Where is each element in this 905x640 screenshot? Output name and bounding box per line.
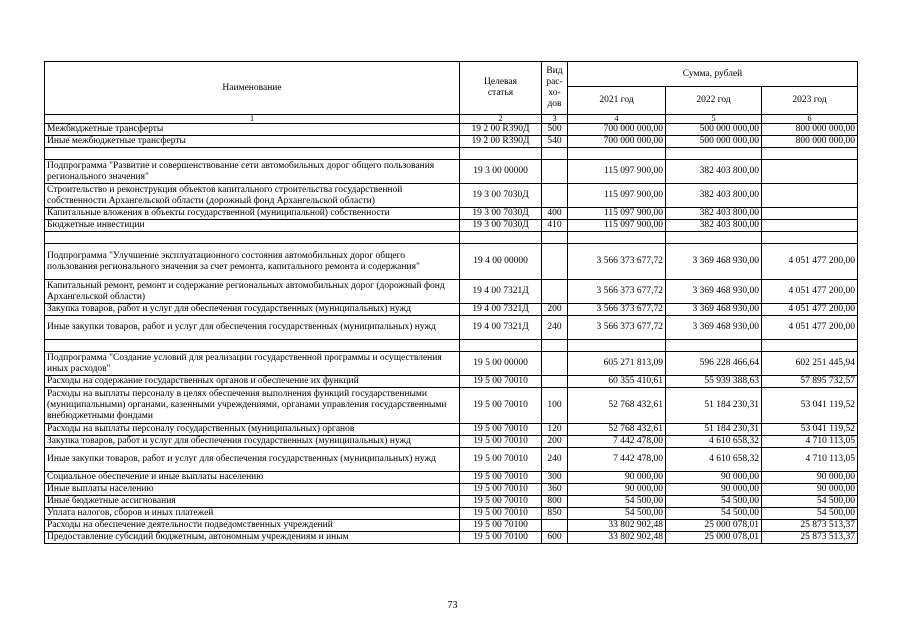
cell-expense-type (542, 520, 568, 532)
cell-sum-2023: 800 000 000,00 (762, 136, 858, 148)
header-type-line: хо- (548, 88, 561, 98)
table-row (45, 508, 858, 520)
spacer-row (45, 232, 858, 244)
cell-target-article: 19 3 00 7030Д (460, 208, 542, 220)
cell-expense-type: 360 (542, 484, 568, 496)
cell-name: Иные закупки товаров, работ и услуг для обеспечения государственных (муниципальных) нужд (45, 448, 460, 472)
cell-target-article: 19 2 00 R390Д (460, 124, 542, 136)
spacer-cell (45, 148, 460, 160)
cell-sum-2023: 57 895 732,57 (762, 376, 858, 388)
table-row (45, 304, 858, 316)
cell-sum-2023: 4 051 477 200,00 (762, 244, 858, 280)
cell-sum-2023 (762, 160, 858, 184)
cell-name: Закупка товаров, работ и услуг для обеспечения государственных (муниципальных) нужд (45, 436, 460, 448)
cell-expense-type: 850 (542, 508, 568, 520)
cell-sum-2023 (762, 208, 858, 220)
table-row (45, 388, 858, 424)
cell-target-article: 19 4 00 00000 (460, 244, 542, 280)
cell-sum-2021: 33 802 902,48 (568, 520, 666, 532)
cell-sum-2022: 596 228 466,64 (666, 352, 762, 376)
header-year-2022: 2022 год (666, 87, 762, 115)
spacer-row (45, 148, 858, 160)
cell-name: Бюджетные инвестиции (45, 220, 460, 232)
column-index-row (45, 115, 858, 124)
cell-target-article: 19 5 00 70010 (460, 484, 542, 496)
table-row (45, 136, 858, 148)
cell-sum-2023: 4 051 477 200,00 (762, 280, 858, 304)
cell-target-article: 19 5 00 70100 (460, 532, 542, 544)
cell-name: Межбюджетные трансферты (45, 124, 460, 136)
cell-sum-2023 (762, 220, 858, 232)
cell-sum-2021: 90 000,00 (568, 472, 666, 484)
cell-sum-2022: 51 184 230,31 (666, 388, 762, 424)
cell-sum-2022: 54 500,00 (666, 496, 762, 508)
budget-table (44, 61, 858, 544)
cell-sum-2023: 4 710 113,05 (762, 436, 858, 448)
cell-name: Подпрограмма "Улучшение эксплуатационного состояния автомобильных дорог общего пользования регионального значения за счет ремонта, капитального ремонта и содержания" (45, 244, 460, 280)
cell-expense-type: 240 (542, 316, 568, 340)
cell-expense-type: 410 (542, 220, 568, 232)
cell-sum-2021: 7 442 478,00 (568, 448, 666, 472)
cell-sum-2021: 33 802 902,48 (568, 532, 666, 544)
cell-expense-type: 600 (542, 532, 568, 544)
column-index: 3 (542, 115, 568, 124)
table-row (45, 520, 858, 532)
cell-sum-2021: 115 097 900,00 (568, 160, 666, 184)
spacer-cell (542, 232, 568, 244)
cell-expense-type: 500 (542, 124, 568, 136)
cell-name: Иные закупки товаров, работ и услуг для обеспечения государственных (муниципальных) нужд (45, 316, 460, 340)
table-row (45, 436, 858, 448)
cell-target-article: 19 5 00 70010 (460, 424, 542, 436)
cell-sum-2022: 382 403 800,00 (666, 208, 762, 220)
header-sum: Сумма, рублей (568, 62, 858, 87)
cell-expense-type (542, 184, 568, 208)
header-type-line: дов (547, 99, 562, 109)
header-target-line2: статья (487, 88, 514, 98)
cell-sum-2021: 3 566 373 677,72 (568, 280, 666, 304)
cell-sum-2022: 55 939 388,63 (666, 376, 762, 388)
cell-sum-2022: 54 500,00 (666, 508, 762, 520)
cell-expense-type (542, 244, 568, 280)
cell-target-article: 19 2 00 R390Д (460, 136, 542, 148)
cell-name: Расходы на выплаты персоналу государственных (муниципальных) органов (45, 424, 460, 436)
spacer-cell (762, 148, 858, 160)
table-row (45, 208, 858, 220)
spacer-cell (45, 232, 460, 244)
spacer-cell (542, 148, 568, 160)
cell-name: Подпрограмма "Развитие и совершенствование сети автомобильных дорог общего пользования регионального значения" (45, 160, 460, 184)
column-index: 2 (460, 115, 542, 124)
cell-sum-2021: 52 768 432,61 (568, 424, 666, 436)
cell-name: Уплата налогов, сборов и иных платежей (45, 508, 460, 520)
cell-expense-type: 400 (542, 208, 568, 220)
cell-sum-2022: 3 369 468 930,00 (666, 280, 762, 304)
spacer-cell (568, 340, 666, 352)
table-row (45, 316, 858, 340)
cell-target-article: 19 5 00 70010 (460, 472, 542, 484)
cell-sum-2021: 54 500,00 (568, 496, 666, 508)
cell-sum-2023: 602 251 445,94 (762, 352, 858, 376)
cell-sum-2022: 90 000,00 (666, 484, 762, 496)
cell-name: Подпрограмма "Создание условий для реализации государственной программы и осуществления иных расходов" (45, 352, 460, 376)
cell-sum-2022: 25 000 078,01 (666, 520, 762, 532)
spacer-cell (542, 340, 568, 352)
cell-expense-type: 200 (542, 436, 568, 448)
cell-sum-2021: 52 768 432,61 (568, 388, 666, 424)
cell-target-article: 19 4 00 7321Д (460, 304, 542, 316)
table-row (45, 124, 858, 136)
page-number: 73 (447, 600, 458, 611)
cell-sum-2023: 25 873 513,37 (762, 532, 858, 544)
cell-expense-type (542, 280, 568, 304)
cell-sum-2021: 7 442 478,00 (568, 436, 666, 448)
cell-name: Расходы на обеспечение деятельности подведомственных учреждений (45, 520, 460, 532)
header-expense-type (542, 62, 568, 115)
cell-sum-2021: 700 000 000,00 (568, 124, 666, 136)
cell-name: Иные бюджетные ассигнования (45, 496, 460, 508)
cell-target-article: 19 5 00 70010 (460, 496, 542, 508)
cell-expense-type: 200 (542, 304, 568, 316)
table-row (45, 448, 858, 472)
header-name: Наименование (45, 62, 460, 115)
cell-sum-2021: 54 500,00 (568, 508, 666, 520)
cell-sum-2021: 115 097 900,00 (568, 220, 666, 232)
spacer-cell (460, 232, 542, 244)
cell-sum-2022: 3 369 468 930,00 (666, 244, 762, 280)
cell-expense-type: 540 (542, 136, 568, 148)
header-type-line: Вид (546, 66, 563, 76)
table-row (45, 532, 858, 544)
cell-sum-2021: 60 355 410,61 (568, 376, 666, 388)
cell-sum-2021: 90 000,00 (568, 484, 666, 496)
cell-sum-2023: 90 000,00 (762, 484, 858, 496)
table-row (45, 160, 858, 184)
cell-name: Предоставление субсидий бюджетным, автономным учреждениям и иным (45, 532, 460, 544)
cell-target-article: 19 4 00 7321Д (460, 280, 542, 304)
cell-sum-2021: 115 097 900,00 (568, 184, 666, 208)
cell-expense-type (542, 160, 568, 184)
spacer-cell (568, 232, 666, 244)
cell-sum-2023: 54 500,00 (762, 508, 858, 520)
table-row (45, 244, 858, 280)
cell-sum-2022: 3 369 468 930,00 (666, 304, 762, 316)
cell-sum-2021: 605 271 813,09 (568, 352, 666, 376)
cell-sum-2023: 800 000 000,00 (762, 124, 858, 136)
cell-name: Расходы на выплаты персоналу в целях обеспечения выполнения функций государственными (муниципальными) органами, казенными учреждениями, органами управления государственными внебюджетными фондами (45, 388, 460, 424)
cell-target-article: 19 3 00 7030Д (460, 220, 542, 232)
spacer-cell (460, 340, 542, 352)
cell-target-article: 19 3 00 00000 (460, 160, 542, 184)
cell-sum-2023: 4 710 113,05 (762, 448, 858, 472)
spacer-cell (45, 340, 460, 352)
cell-name: Капитальные вложения в объекты государственной (муниципальной) собственности (45, 208, 460, 220)
cell-sum-2022: 4 610 658,32 (666, 448, 762, 472)
cell-sum-2021: 700 000 000,00 (568, 136, 666, 148)
header-type-line: рас- (546, 77, 563, 87)
cell-sum-2022: 500 000 000,00 (666, 124, 762, 136)
cell-sum-2022: 382 403 800,00 (666, 184, 762, 208)
cell-name: Строительство и реконструкция объектов капитального строительства государственной собственности Архангельской области (дорожный фонд Архангельской области) (45, 184, 460, 208)
cell-expense-type (542, 376, 568, 388)
cell-sum-2022: 382 403 800,00 (666, 220, 762, 232)
cell-expense-type: 120 (542, 424, 568, 436)
table-row (45, 424, 858, 436)
spacer-cell (762, 232, 858, 244)
cell-sum-2021: 115 097 900,00 (568, 208, 666, 220)
table-body (45, 124, 858, 544)
cell-sum-2022: 4 610 658,32 (666, 436, 762, 448)
table-row (45, 220, 858, 232)
spacer-cell (568, 148, 666, 160)
cell-name: Иные выплаты населению (45, 484, 460, 496)
cell-sum-2023: 90 000,00 (762, 472, 858, 484)
header-year-2023: 2023 год (762, 87, 858, 115)
cell-sum-2023: 4 051 477 200,00 (762, 316, 858, 340)
cell-target-article: 19 5 00 70010 (460, 448, 542, 472)
cell-sum-2022: 51 184 230,31 (666, 424, 762, 436)
cell-target-article: 19 5 00 70010 (460, 436, 542, 448)
cell-name: Социальное обеспечение и иные выплаты населению (45, 472, 460, 484)
table-row (45, 484, 858, 496)
cell-sum-2023 (762, 184, 858, 208)
header-year-2021: 2021 год (568, 87, 666, 115)
table-row (45, 376, 858, 388)
table-row (45, 280, 858, 304)
column-index: 4 (568, 115, 666, 124)
cell-sum-2021: 3 566 373 677,72 (568, 304, 666, 316)
table-row (45, 496, 858, 508)
cell-sum-2021: 3 566 373 677,72 (568, 244, 666, 280)
cell-sum-2022: 3 369 468 930,00 (666, 316, 762, 340)
cell-sum-2022: 25 000 078,01 (666, 532, 762, 544)
cell-sum-2023: 25 873 513,37 (762, 520, 858, 532)
spacer-cell (666, 148, 762, 160)
cell-target-article: 19 5 00 70010 (460, 388, 542, 424)
cell-expense-type: 800 (542, 496, 568, 508)
spacer-cell (666, 340, 762, 352)
cell-sum-2023: 54 500,00 (762, 496, 858, 508)
header-target-line1: Целевая (484, 77, 517, 87)
table-row (45, 352, 858, 376)
cell-target-article: 19 5 00 00000 (460, 352, 542, 376)
spacer-row (45, 340, 858, 352)
cell-sum-2023: 53 041 119,52 (762, 424, 858, 436)
cell-sum-2023: 53 041 119,52 (762, 388, 858, 424)
cell-target-article: 19 3 00 7030Д (460, 184, 542, 208)
column-index: 1 (45, 115, 460, 124)
header-target-article (460, 62, 542, 115)
cell-target-article: 19 5 00 70010 (460, 376, 542, 388)
cell-sum-2022: 500 000 000,00 (666, 136, 762, 148)
cell-target-article: 19 5 00 70010 (460, 508, 542, 520)
cell-name: Закупка товаров, работ и услуг для обеспечения государственных (муниципальных) нужд (45, 304, 460, 316)
cell-name: Капитальный ремонт, ремонт и содержание региональных автомобильных дорог (дорожный фонд Архангельской области) (45, 280, 460, 304)
cell-name: Расходы на содержание государственных органов и обеспечение их функций (45, 376, 460, 388)
column-index: 5 (666, 115, 762, 124)
cell-target-article: 19 4 00 7321Д (460, 316, 542, 340)
table-row (45, 184, 858, 208)
cell-sum-2022: 382 403 800,00 (666, 160, 762, 184)
cell-name: Иные межбюджетные трансферты (45, 136, 460, 148)
cell-sum-2023: 4 051 477 200,00 (762, 304, 858, 316)
spacer-cell (666, 232, 762, 244)
cell-target-article: 19 5 00 70100 (460, 520, 542, 532)
table-row (45, 472, 858, 484)
spacer-cell (762, 340, 858, 352)
cell-sum-2022: 90 000,00 (666, 472, 762, 484)
spacer-cell (460, 148, 542, 160)
column-index: 6 (762, 115, 858, 124)
cell-expense-type: 300 (542, 472, 568, 484)
cell-sum-2021: 3 566 373 677,72 (568, 316, 666, 340)
cell-expense-type: 100 (542, 388, 568, 424)
cell-expense-type (542, 352, 568, 376)
cell-expense-type: 240 (542, 448, 568, 472)
